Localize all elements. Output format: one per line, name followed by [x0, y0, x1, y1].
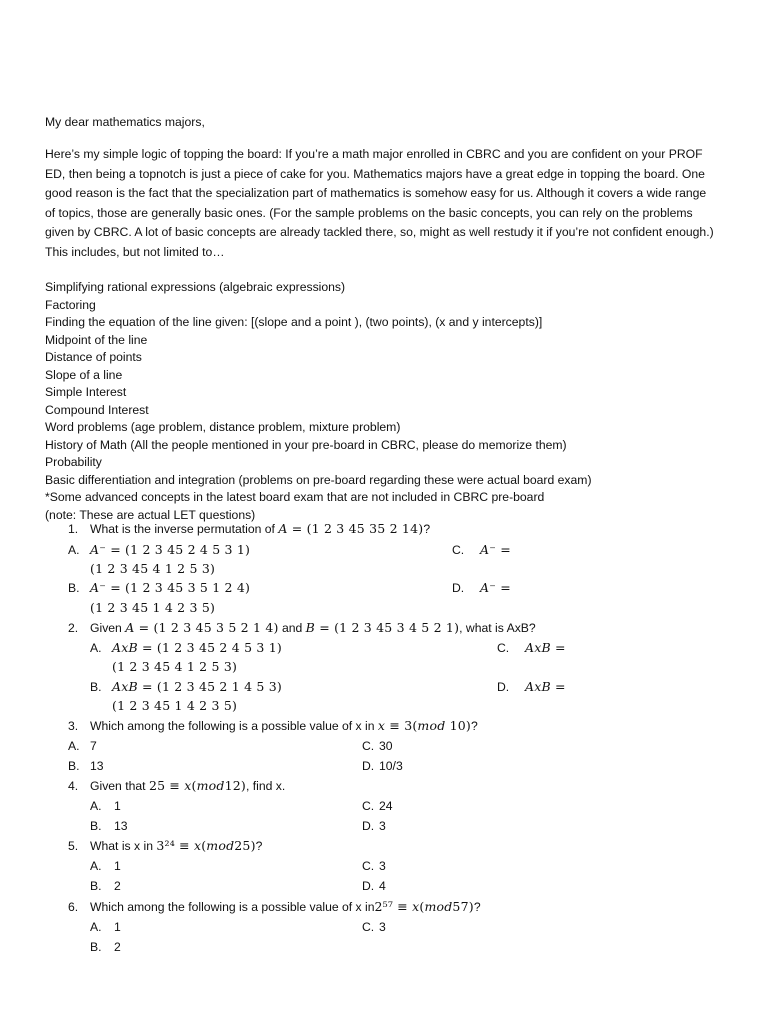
stem-math: 𝐴 = (1 2 3 45 35 2 14)	[278, 521, 424, 536]
topic-item: Midpoint of the line	[45, 332, 148, 347]
option-a-math: 𝐴⁻ = (1 2 3 45 2 4 5 3 1)	[90, 542, 251, 557]
option-c-text: 3	[379, 859, 386, 873]
question-number: 6.	[68, 900, 79, 914]
topic-item: Distance of points	[45, 350, 142, 364]
option-c-text: 3	[379, 920, 386, 934]
question-stem	[90, 620, 536, 636]
option-label: A.	[68, 739, 80, 753]
stem-math: 𝑥 ≡ 3(𝑚𝑜𝑑 10)	[377, 718, 471, 733]
topic-item: Compound Interest	[45, 402, 149, 417]
option-continuation: (1 2 3 45 4 1 2 5 3)	[90, 561, 216, 576]
stem-text: Which among the following is a possible value of x in	[90, 900, 375, 914]
question-stem	[90, 899, 481, 915]
stem-end: , find x.	[245, 779, 286, 793]
option-d-math: 𝐴⁻ =	[480, 580, 511, 595]
intro-paragraph: Here’s my simple logic of topping the board: If you’re a math major enrolled in CBRC and you are confident on your PROF ED, then being a topnotch is just a piece of cake for you. Mathematics majors have a great edge in topping the board. One good reason is the fact that the specialization part of mathematics is somehow easy for us. Although it covers a wide range of topics, those are generally basic ones. (For the sample problems on the basic concepts, you can rely on the problems given by CBRC. A lot of basic concepts are already tackled there, so, might as well restudy it if you’re not confident enough.) This includes, but not limited to…	[45, 147, 714, 259]
topic-item: Factoring	[45, 297, 96, 312]
question-number: 5.	[68, 839, 79, 853]
question-stem	[90, 778, 285, 794]
stem-text: Given	[90, 621, 126, 635]
option-label: D.	[362, 759, 375, 773]
topic-item: Basic differentiation and integration (problems on pre-board regarding these were actual board exam)	[45, 472, 592, 487]
option-c-text: 24	[379, 799, 393, 813]
stem-math: 25 ≡ 𝑥(𝑚𝑜𝑑12)	[148, 778, 246, 793]
option-label: B.	[90, 879, 102, 893]
option-b-text: 13	[90, 759, 104, 773]
option-label: C.	[362, 859, 375, 873]
option-label: A.	[90, 859, 102, 873]
option-b-text: 13	[114, 819, 128, 833]
option-c-math: 𝐴⁻ =	[480, 542, 511, 557]
stem-end: ?	[255, 839, 263, 853]
option-label: A.	[68, 543, 80, 557]
topic-item: Word problems (age problem, distance problem, mixture problem)	[45, 420, 401, 434]
stem-math-b: 𝐵 = (1 2 3 45 3 4 5 2 1)	[305, 620, 460, 635]
stem-text: Given that	[90, 779, 149, 793]
greeting: My dear mathematics majors,	[45, 115, 205, 129]
option-d-math: 𝐴𝑥𝐵 =	[525, 679, 566, 694]
stem-math: 2⁵⁷ ≡ 𝑥(𝑚𝑜𝑑57)	[374, 899, 474, 914]
option-label: D.	[452, 581, 465, 595]
option-label: B.	[90, 940, 102, 954]
question-number: 3.	[68, 719, 79, 733]
question-stem	[90, 838, 262, 854]
option-label: C.	[452, 543, 465, 557]
option-continuation: (1 2 3 45 1 4 2 3 5)	[90, 600, 216, 615]
option-a-text: 1	[114, 799, 121, 813]
option-label: A.	[90, 920, 102, 934]
stem-end: , what is AxB?	[459, 621, 536, 635]
topic-item: Probability	[45, 455, 102, 469]
option-label: D.	[362, 819, 375, 833]
topic-item: Simple Interest	[45, 385, 127, 399]
stem-end: ?	[470, 719, 478, 733]
option-label: C.	[497, 641, 510, 655]
option-a-math: 𝐴𝑥𝐵 = (1 2 3 45 2 4 5 3 1)	[112, 640, 282, 655]
option-label: B.	[68, 581, 80, 595]
topic-item: (note: These are actual LET questions)	[45, 507, 256, 522]
option-d-text: 4	[379, 879, 386, 893]
option-label: C.	[362, 920, 375, 934]
topic-item: *Some advanced concepts in the latest board exam that are not included in CBRC pre-board	[45, 490, 545, 504]
stem-math-a: 𝐴 = (1 2 3 45 3 5 2 1 4)	[125, 620, 279, 635]
option-c-math: 𝐴𝑥𝐵 =	[525, 640, 566, 655]
option-label: B.	[90, 680, 102, 694]
option-label: C.	[362, 799, 375, 813]
option-b-math: 𝐴⁻ = (1 2 3 45 3 5 1 2 4)	[90, 580, 251, 595]
option-b-text: 2	[114, 940, 121, 954]
question-stem	[90, 718, 478, 734]
option-label: B.	[68, 759, 80, 773]
option-label: B.	[90, 819, 102, 833]
topic-item: History of Math (All the people mentioned in your pre-board in CBRC, please do memorize them)	[45, 437, 567, 452]
option-continuation: (1 2 3 45 4 1 2 5 3)	[112, 659, 238, 674]
stem-text: What is the inverse permutation of	[90, 522, 279, 536]
question-number: 4.	[68, 779, 79, 793]
stem-end: ?	[423, 522, 431, 536]
option-label: D.	[362, 879, 375, 893]
option-d-text: 10/3	[379, 759, 403, 773]
question-stem	[90, 521, 430, 537]
option-continuation: (1 2 3 45 1 4 2 3 5)	[112, 698, 238, 713]
option-label: A.	[90, 799, 102, 813]
option-b-text: 2	[114, 879, 121, 893]
option-a-text: 7	[90, 739, 97, 753]
topic-item: Simplifying rational expressions (algebraic expressions)	[45, 280, 346, 294]
option-a-text: 1	[114, 859, 121, 873]
stem-text: What is x in	[90, 839, 157, 853]
option-d-text: 3	[379, 819, 386, 833]
question-number: 1.	[68, 522, 79, 536]
stem-text: Which among the following is a possible value of x in	[90, 719, 378, 733]
option-label: D.	[497, 680, 510, 694]
option-label: A.	[90, 641, 102, 655]
option-label: C.	[362, 739, 375, 753]
question-number: 2.	[68, 621, 79, 635]
stem-text: and	[278, 621, 306, 635]
option-b-math: 𝐴𝑥𝐵 = (1 2 3 45 2 1 4 5 3)	[112, 679, 282, 694]
stem-math: 3²⁴ ≡ 𝑥(𝑚𝑜𝑑25)	[156, 838, 256, 853]
stem-end: ?	[473, 900, 481, 914]
option-a-text: 1	[114, 920, 121, 934]
topic-item: Slope of a line	[45, 367, 123, 382]
topic-item: Finding the equation of the line given: [(slope and a point ), (two points), (x and y intercepts)]	[45, 315, 543, 329]
option-c-text: 30	[379, 739, 393, 753]
